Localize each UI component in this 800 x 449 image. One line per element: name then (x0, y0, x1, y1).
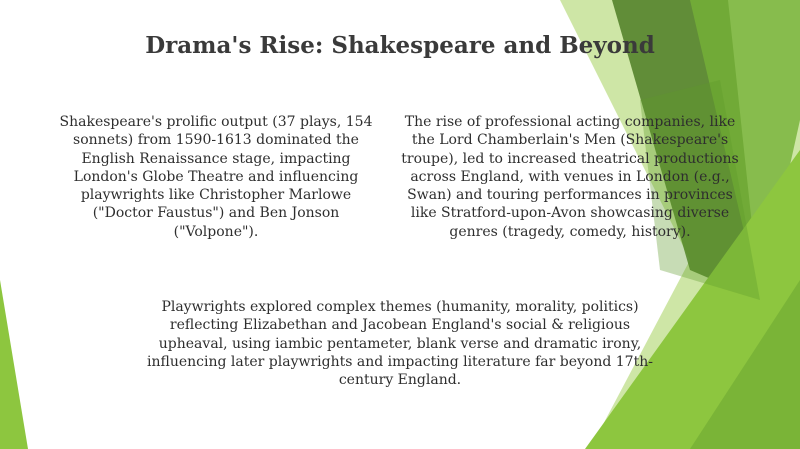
left-green-sliver (0, 280, 28, 449)
left-paragraph: Shakespeare's prolific output (37 plays, 154 sonnets) from 1590-1613 dominated the English Renaissance stage, impacting London's Globe Theatre and influencing playwrights like Christopher Marlowe ("Doctor Faustus") and Ben Jonson ("Volpone"). (59, 114, 373, 240)
right-paragraph: The rise of professional acting companies, like the Lord Chamberlain's Men (Shakespeare's troupe), led to increased theatrical productions across England, with venues in London (e.g., Swan) and touring performances in provinces like Stratford-upon-Avon showcasing diverse genres (tragedy, comedy, history). (401, 114, 739, 240)
bottom-paragraph: Playwrights explored complex themes (humanity, morality, politics) reflecting Elizabethan and Jacobean England's social & religious upheaval, using iambic pentameter, blank verse and dramatic irony, influencing later playwrights and impacting literature far beyond 17th-century England. (147, 299, 653, 389)
slide-title: Drama's Rise: Shakespeare and Beyond (145, 32, 655, 59)
